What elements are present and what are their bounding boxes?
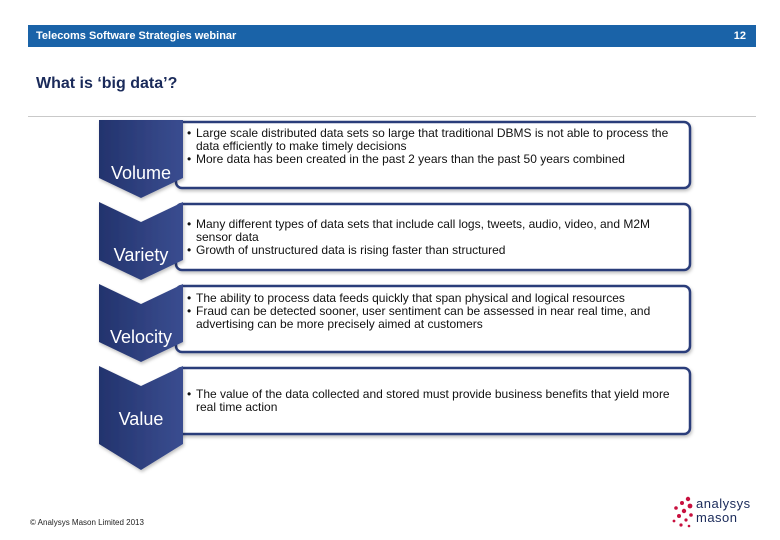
logo-line-2: mason (696, 510, 738, 525)
bullet-item: • Large scale distributed data sets so large that traditional DBMS is not able to process the data efficiently to make timely decisions (180, 127, 685, 153)
logo-line-1: analysys (696, 496, 751, 511)
stage-text-value (180, 388, 685, 414)
slide-title: What is ‘big data’? (36, 75, 178, 92)
stage-text-variety (180, 218, 685, 257)
stage-chevron-velocity (99, 284, 183, 362)
bullet-item: • Fraud can be detected sooner, user sentiment can be assessed in near real time, and advertising can be more precisely aimed at customers (180, 305, 685, 331)
stage-text-volume (180, 127, 685, 166)
bullet-item: • Many different types of data sets that include call logs, tweets, audio, video, and M2M sensor data (180, 218, 685, 244)
page-number: 12 (733, 30, 746, 42)
copyright-footer: © Analysys Mason Limited 2013 (30, 518, 144, 527)
deck-title: Telecoms Software Strategies webinar (36, 30, 237, 42)
analysys-mason-logo (670, 495, 760, 531)
bullet-item: • Growth of unstructured data is rising faster than structured (180, 244, 685, 257)
bullet-item: • The ability to process data feeds quickly that span physical and logical resources (180, 292, 685, 305)
stage-chevron-variety (99, 202, 183, 280)
bullet-item: • More data has been created in the past 2 years than the past 50 years combined (180, 153, 685, 166)
stage-label-value: Value (118, 409, 164, 429)
bullet-item: • The value of the data collected and stored must provide business benefits that yield more real time action (180, 388, 685, 414)
logo-dots-icon (670, 495, 696, 531)
stage-label-volume: Volume (110, 163, 172, 183)
stage-text-velocity (180, 292, 685, 331)
stage-label-velocity: Velocity (109, 327, 173, 347)
stage-label-variety: Variety (113, 245, 169, 265)
stage-chevron-volume (99, 120, 183, 198)
